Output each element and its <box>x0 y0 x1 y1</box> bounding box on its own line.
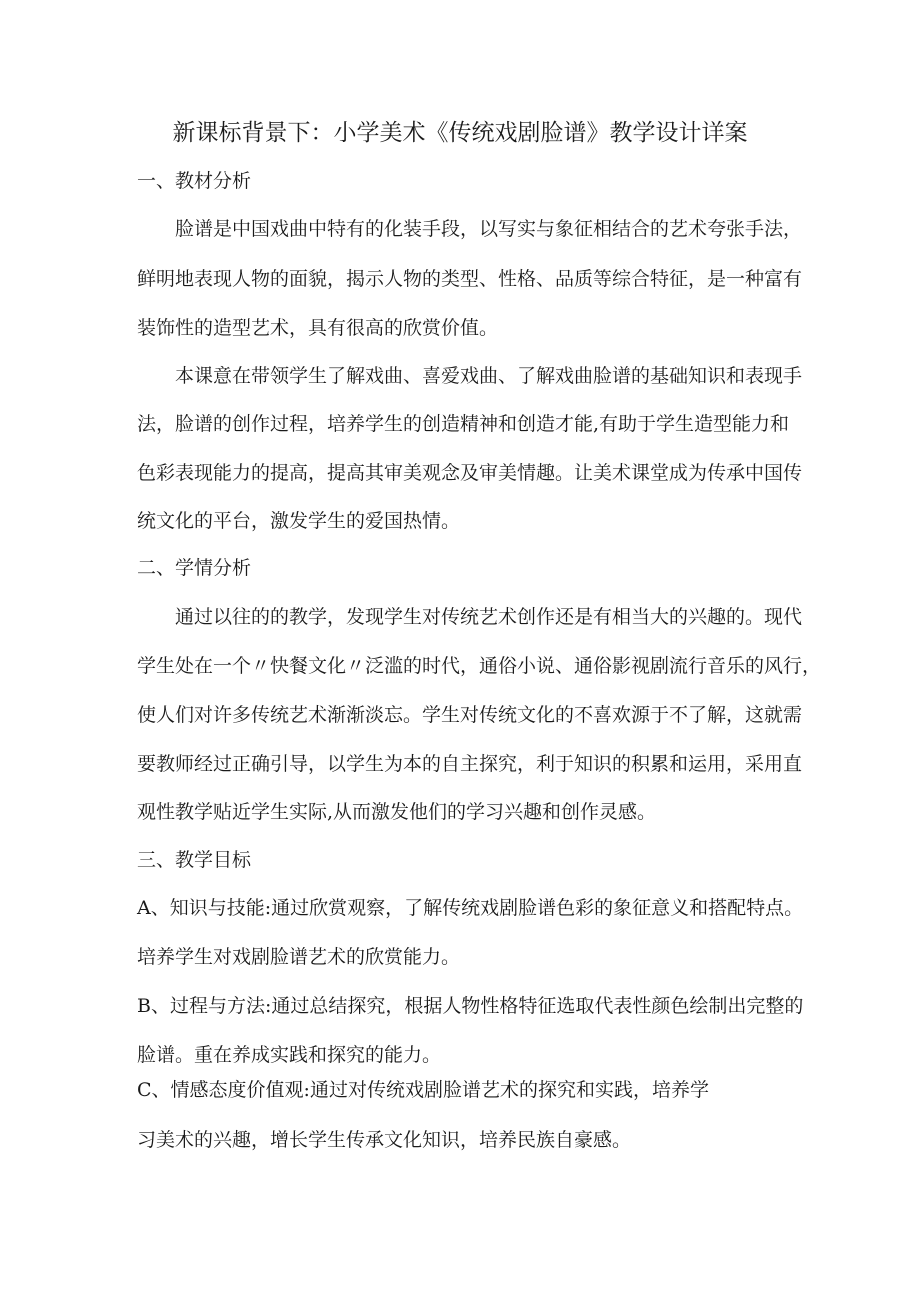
paragraph-line: 本课意在带领学生了解戏曲、喜爱戏曲、了解戏曲脸谱的基础知识和表现手 <box>175 365 803 387</box>
paragraph-line: 装饰性的造型艺术，具有很高的欣赏价值。 <box>137 317 499 339</box>
paragraph-line: 通过以往的的教学，发现学生对传统艺术创作还是有相当大的兴趣的。现代 <box>175 606 803 628</box>
paragraph-line: 要教师经过正确引导，以学生为本的自主探究，利于知识的积累和运用，采用直 <box>137 753 803 775</box>
section-heading-materials: 一、教材分析 <box>137 170 252 192</box>
paragraph-line: 学生处在一个〃快餐文化〃泛滥的时代，通俗小说、通俗影视剧流行音乐的风行， <box>137 655 822 677</box>
section-heading-objectives: 三、教学目标 <box>137 849 252 871</box>
paragraph-line: 鲜明地表现人物的面貌，揭示人物的类型、性格、品质等综合特征，是一种富有 <box>137 268 803 290</box>
paragraph-line: 观性教学贴近学生实际,从而激发他们的学习兴趣和创作灵感。 <box>137 801 657 823</box>
objective-attitude: C、情感态度价值观:通过对传统戏剧脸谱艺术的探究和实践，培养学 <box>137 1079 709 1101</box>
paragraph-line: 统文化的平台，激发学生的爱国热情。 <box>137 510 461 532</box>
section-heading-learners: 二、学情分析 <box>137 557 252 579</box>
objective-knowledge: A、知识与技能:通过欣赏观察，了解传统戏剧脸谱色彩的象征意义和搭配特点。 <box>137 897 804 919</box>
objective-attitude-cont: 习美术的兴趣，增长学生传承文化知识，培养民族自豪感。 <box>137 1129 632 1151</box>
paragraph-line: 色彩表现能力的提高，提高其审美观念及审美情趣。让美术课堂成为传承中国传 <box>137 462 803 484</box>
paragraph-line: 使人们对许多传统艺术渐渐淡忘。学生对传统文化的不喜欢源于不了解，这就需 <box>137 704 803 726</box>
objective-process: B、过程与方法:通过总结探究，根据人物性格特征选取代表性颜色绘制出完整的 <box>137 995 804 1017</box>
objective-knowledge-cont: 培养学生对戏剧脸谱艺术的欣赏能力。 <box>137 946 461 968</box>
paragraph-line: 法，脸谱的创作过程，培养学生的创造精神和创造才能,有助于学生造型能力和 <box>137 413 790 435</box>
objective-process-cont: 脸谱。重在养成实践和探究的能力。 <box>137 1044 442 1066</box>
document-title: 新课标背景下：小学美术《传统戏剧脸谱》教学设计详案 <box>172 120 748 146</box>
paragraph-line: 脸谱是中国戏曲中特有的化装手段，以写实与象征相结合的艺术夸张手法， <box>175 218 803 240</box>
